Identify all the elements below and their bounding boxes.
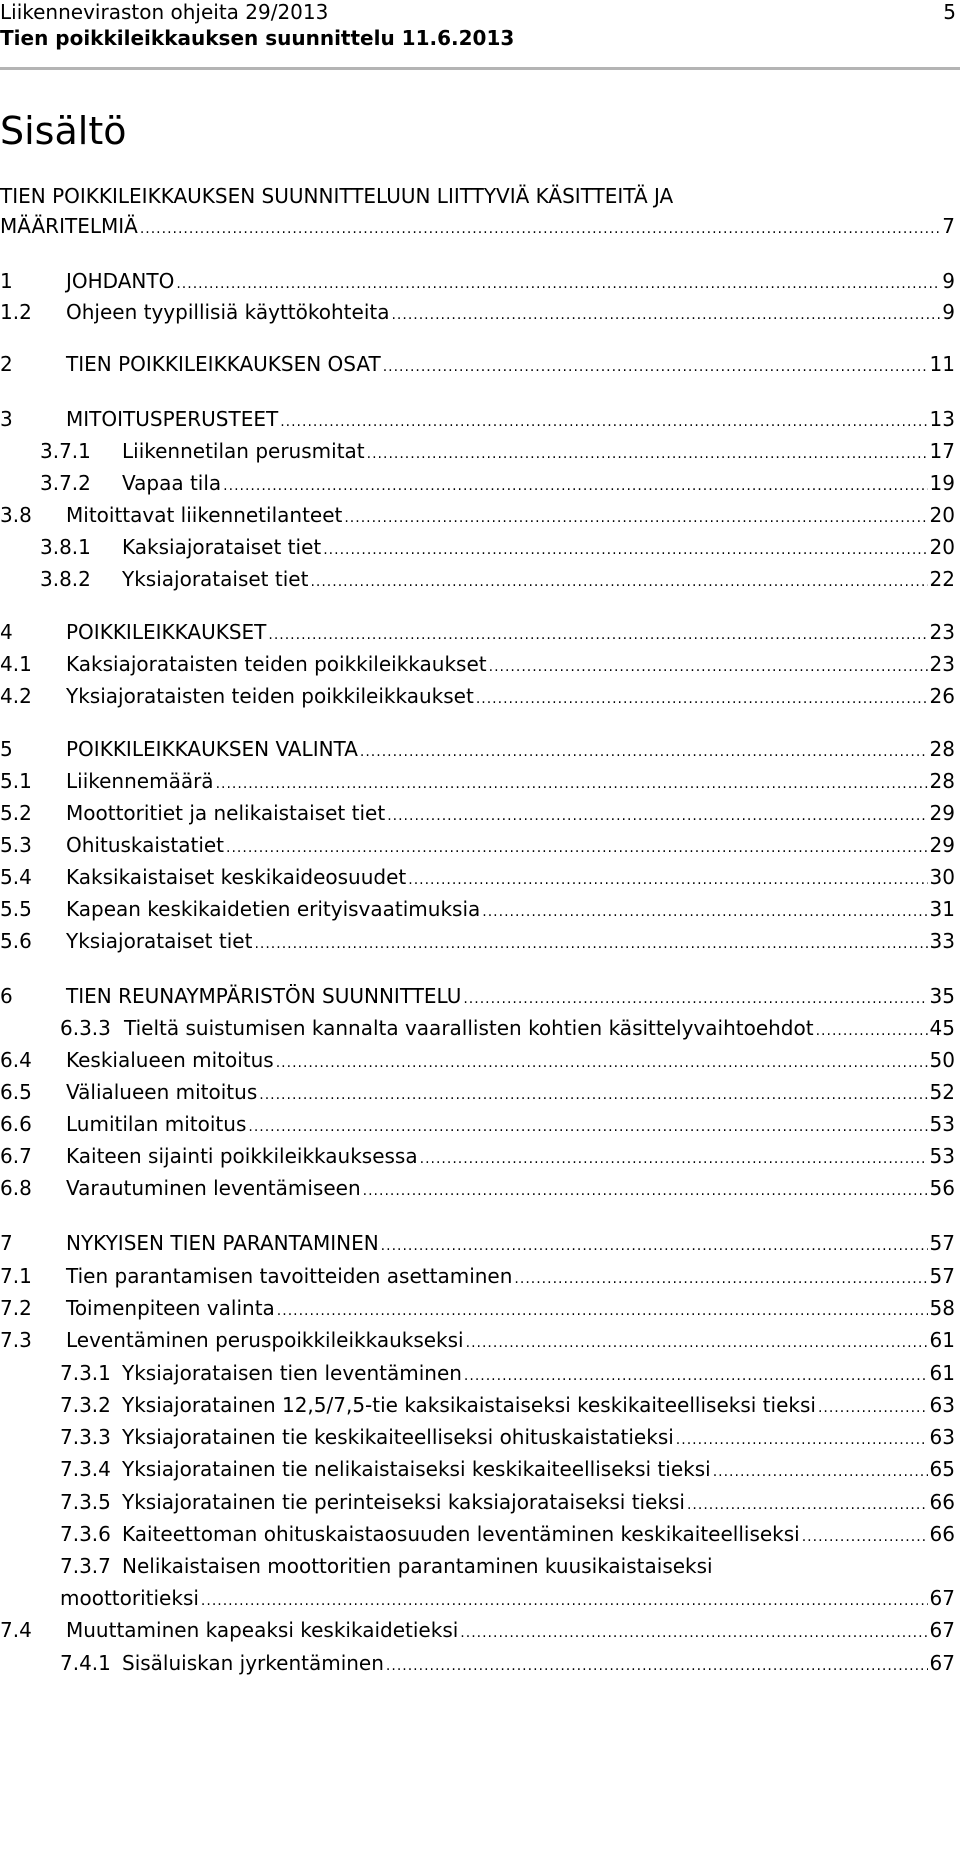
toc-entry-label: NYKYISEN TIEN PARANTAMINEN [66,1231,379,1255]
toc-entry[interactable] [0,1390,955,1420]
toc-entry-page: 35 [929,984,955,1008]
toc-entry-page: 57 [929,1264,955,1288]
toc-leader-dots [277,1296,928,1326]
toc-entry-label: Nelikaistaisen moottoritien parantaminen kuusikaistaiseksi [122,1554,713,1578]
toc-entry-page: 65 [929,1457,955,1481]
toc-entry[interactable] [0,349,955,379]
toc-entry-page: 13 [929,407,955,431]
toc-entry[interactable] [0,500,955,530]
toc-entry-page: 29 [929,801,955,825]
toc-entry-page: 20 [929,503,955,527]
toc-entry[interactable] [0,649,955,679]
toc-entry[interactable] [0,1358,955,1388]
toc-leader-dots [381,1231,928,1261]
toc-entry-number: 6.6 [0,1112,32,1136]
toc-leader-dots [464,1361,928,1391]
toc-entry[interactable] [0,734,955,764]
toc-entry-label: JOHDANTO [66,269,175,293]
toc-entry-number: 5 [0,737,13,761]
toc-leader-dots [259,1080,927,1110]
toc-leader-dots [514,1264,927,1294]
toc-entry-page: 19 [929,471,955,495]
toc-entry-label: Liikennetilan perusmitat [122,439,365,463]
toc-entry-label: Yksiajorataiset tiet [66,929,253,953]
toc-entry[interactable] [0,1077,955,1107]
toc-entry[interactable] [0,926,955,956]
toc-entry-page: 58 [929,1296,955,1320]
toc-leader-dots [391,300,940,330]
toc-entry-number: 7.3.2 [60,1393,111,1417]
toc-leader-dots [254,929,927,959]
toc-leader-dots [387,801,927,831]
toc-entry-page: 7 [942,214,955,238]
toc-leader-dots [344,503,927,533]
toc-leader-dots [140,214,940,244]
toc-entry[interactable] [0,1109,955,1139]
toc-entry-number: 2 [0,352,13,376]
toc-entry-page: 67 [929,1651,955,1675]
toc-entry-label: Kaiteen sijainti poikkileikkauksessa [66,1144,418,1168]
toc-entry-label: Kaksikaistaiset keskikaideosuudet [66,865,407,889]
toc-entry[interactable] [0,862,955,892]
toc-entry-number: 4 [0,620,13,644]
toc-entry-label: TIEN POIKKILEIKKAUKSEN OSAT [66,352,381,376]
toc-leader-dots [386,1651,928,1681]
toc-entry-label: Yksiajoratainen tie keskikaiteelliseksi ohituskaistatieksi [122,1425,674,1449]
toc-entry-page: 61 [929,1361,955,1385]
toc-leader-dots [276,1048,928,1078]
toc-entry-page: 11 [929,352,955,376]
toc-leader-dots [201,1586,928,1616]
toc-entry-label: Muuttaminen kapeaksi keskikaidetieksi [66,1618,459,1642]
toc-entry-number: 3.8.1 [40,535,91,559]
toc-entry-page: 50 [929,1048,955,1072]
toc-entry-label: Ohjeen tyypillisiä käyttökohteita [66,300,390,324]
toc-entry-number: 3.8 [0,503,32,527]
toc-entry-label: Yksiajorataisten teiden poikkileikkaukset [66,684,474,708]
toc-entry-intro-line2[interactable] [0,211,955,241]
toc-entry-page: 23 [929,652,955,676]
toc-leader-dots [818,1393,928,1423]
toc-entry[interactable] [0,564,955,594]
toc-entry[interactable] [0,1045,955,1075]
toc-leader-dots [323,535,927,565]
toc-leader-dots [420,1144,928,1174]
toc-leader-dots [466,1328,928,1358]
toc-entry-label: TIEN REUNAYMPÄRISTÖN SUUNNITTELU [66,984,462,1008]
toc-entry-label: Mitoittavat liikennetilanteet [66,503,343,527]
toc-entry-number: 4.2 [0,684,32,708]
toc-entry[interactable] [0,436,955,466]
toc-entry-page: 26 [929,684,955,708]
toc-entry-label: Moottoritiet ja nelikaistaiset tiet [66,801,386,825]
toc-entry-page: 23 [929,620,955,644]
toc-entry-label: Keskialueen mitoitus [66,1048,274,1072]
toc-entry-label: Kapean keskikaidetien erityisvaatimuksia [66,897,481,921]
toc-entry-page: 28 [929,737,955,761]
toc-entry[interactable] [0,468,955,498]
toc-leader-dots [383,352,928,382]
toc-entry-label: MITOITUSPERUSTEET [66,407,279,431]
toc-entry-label: Kaksiajorataisten teiden poikkileikkaukset [66,652,487,676]
toc-entry-page: 56 [929,1176,955,1200]
toc-entry[interactable] [0,798,955,828]
toc-leader-dots [280,407,927,437]
toc-entry-page: 28 [929,769,955,793]
toc-entry[interactable] [0,1293,955,1323]
toc-entry-number: 7.3.3 [60,1425,111,1449]
toc-entry-page: 45 [929,1016,955,1040]
toc-entry[interactable] [0,766,955,796]
toc-leader-dots [460,1618,927,1648]
publication-series: Liikenneviraston ohjeita 29/2013 [0,0,329,24]
toc-leader-dots [226,833,928,863]
toc-entry-number: 5.4 [0,865,32,889]
toc-entry-page: 29 [929,833,955,857]
toc-leader-dots [223,471,927,501]
toc-entry-page: 22 [929,567,955,591]
toc-entry-page: 33 [929,929,955,953]
toc-entry-page: 57 [929,1231,955,1255]
toc-heading: Sisältö [0,109,127,153]
toc-entry-label: POIKKILEIKKAUKSET [66,620,267,644]
toc-entry-page: 20 [929,535,955,559]
header-divider [0,67,960,70]
toc-leader-dots [216,769,928,799]
toc-entry-number: 1 [0,269,13,293]
toc-entry-page: 52 [929,1080,955,1104]
toc-leader-dots [367,439,928,469]
toc-leader-dots [408,865,927,895]
toc-leader-dots [802,1522,928,1552]
toc-entry[interactable] [0,404,955,434]
toc-entry-number: 3.8.2 [40,567,91,591]
toc-entry-number: 6.5 [0,1080,32,1104]
toc-entry[interactable] [0,1454,955,1484]
toc-entry-number: 6.3.3 [60,1016,111,1040]
toc-leader-dots [816,1016,928,1046]
toc-entry-page: 31 [929,897,955,921]
toc-entry-page: 63 [929,1393,955,1417]
toc-entry-page: 30 [929,865,955,889]
toc-entry-number: 4.1 [0,652,32,676]
toc-entry-page: 63 [929,1425,955,1449]
toc-entry-label: Kaiteettoman ohituskaistaosuuden leventäminen keskikaiteelliseksi [122,1522,800,1546]
toc-entry-number: 7.4 [0,1618,32,1642]
toc-entry[interactable] [0,1519,955,1549]
toc-entry-label: Leventäminen peruspoikkileikkaukseksi [66,1328,464,1352]
toc-entry-number: 5.3 [0,833,32,857]
toc-leader-dots [476,684,928,714]
toc-entry-number: 7.2 [0,1296,32,1320]
toc-entry[interactable] [0,1173,955,1203]
toc-entry[interactable] [0,1551,955,1581]
toc-entry-page: 9 [942,300,955,324]
toc-entry[interactable] [0,1325,955,1355]
page-header [0,0,960,68]
toc-entry-label: TIEN POIKKILEIKKAUKSEN SUUNNITTELUUN LIITTYVIÄ KÄSITTEITÄ JA [0,184,674,208]
toc-entry[interactable] [0,894,955,924]
toc-entry[interactable] [0,297,955,327]
toc-entry-page: 67 [929,1586,955,1610]
toc-entry-number: 7.3.5 [60,1490,111,1514]
toc-entry-number: 3 [0,407,13,431]
toc-leader-dots [360,737,928,767]
toc-entry-page: 61 [929,1328,955,1352]
toc-leader-dots [363,1176,928,1206]
toc-entry-number: 5.6 [0,929,32,953]
toc-entry-label: Sisäluiskan jyrkentäminen [122,1651,384,1675]
toc-entry-number: 7.4.1 [60,1651,111,1675]
toc-leader-dots [489,652,928,682]
toc-entry-label: Liikennemäärä [66,769,214,793]
toc-entry-number: 7 [0,1231,13,1255]
toc-leader-dots [463,984,927,1014]
toc-entry-label: Yksiajoratainen 12,5/7,5-tie kaksikaistaiseksi keskikaiteelliseksi tieksi [122,1393,816,1417]
toc-entry-number: 3.7.2 [40,471,91,495]
toc-entry-label: moottoritieksi [60,1586,199,1610]
toc-entry[interactable] [0,1422,955,1452]
toc-entry-number: 6 [0,984,13,1008]
toc-entry[interactable] [0,1487,955,1517]
toc-entry-number: 7.1 [0,1264,32,1288]
toc-entry-label: Kaksiajorataiset tiet [122,535,322,559]
toc-leader-dots [310,567,927,597]
toc-entry-label: Toimenpiteen valinta [66,1296,275,1320]
toc-entry-number: 7.3.6 [60,1522,111,1546]
toc-entry[interactable] [0,1648,955,1678]
toc-entry-page: 9 [942,269,955,293]
toc-entry-number: 1.2 [0,300,32,324]
toc-leader-dots [676,1425,928,1455]
toc-entry-label: Yksiajoratainen tie nelikaistaiseksi keskikaiteelliseksi tieksi [122,1457,711,1481]
toc-entry-number: 6.8 [0,1176,32,1200]
toc-entry-number: 7.3 [0,1328,32,1352]
toc-leader-dots [176,269,940,299]
toc-entry[interactable] [0,1228,955,1258]
toc-entry[interactable] [0,1141,955,1171]
toc-entry-label: Vapaa tila [122,471,222,495]
toc-entry[interactable] [0,532,955,562]
toc-entry[interactable] [0,681,955,711]
toc-entry-page: 67 [929,1618,955,1642]
toc-entry[interactable] [0,1261,955,1291]
document-title: Tien poikkileikkauksen suunnittelu 11.6.2013 [0,26,515,50]
toc-entry-number: 3.7.1 [40,439,91,463]
toc-entry[interactable] [0,1583,955,1613]
toc-entry-number: 7.3.1 [60,1361,111,1385]
toc-entry-page: 53 [929,1144,955,1168]
toc-entry[interactable] [0,830,955,860]
toc-entry-label: Ohituskaistatiet [66,833,225,857]
toc-entry-page: 66 [929,1490,955,1514]
page-number: 5 [943,0,956,24]
toc-entry-page: 53 [929,1112,955,1136]
toc-leader-dots [482,897,927,927]
toc-entry-label: Yksiajorataisen tien leventäminen [122,1361,462,1385]
toc-entry[interactable] [0,266,955,296]
toc-entry-number: 5.5 [0,897,32,921]
toc-entry[interactable] [0,1013,955,1043]
toc-entry-intro-line1[interactable] [0,181,955,211]
toc-entry-page: 17 [929,439,955,463]
toc-entry-number: 7.3.7 [60,1554,111,1578]
toc-entry-label: Yksiajorataiset tiet [122,567,309,591]
toc-entry-number: 6.7 [0,1144,32,1168]
toc-entry-number: 5.1 [0,769,32,793]
toc-entry-number: 7.3.4 [60,1457,111,1481]
toc-entry-label: Varautuminen leventämiseen [66,1176,361,1200]
toc-entry-label: Yksiajoratainen tie perinteiseksi kaksiajorataiseksi tieksi [122,1490,685,1514]
toc-entry-label: Välialueen mitoitus [66,1080,258,1104]
toc-leader-dots [268,620,927,650]
toc-entry-label: POIKKILEIKKAUKSEN VALINTA [66,737,358,761]
toc-entry[interactable] [0,617,955,647]
toc-leader-dots [713,1457,928,1487]
toc-leader-dots [248,1112,927,1142]
toc-entry[interactable] [0,1615,955,1645]
toc-entry-label: Lumitilan mitoitus [66,1112,247,1136]
toc-entry-number: 6.4 [0,1048,32,1072]
toc-entry-number: 5.2 [0,801,32,825]
toc-entry-label: Tien parantamisen tavoitteiden asettaminen [66,1264,513,1288]
toc-entry-label: MÄÄRITELMIÄ [0,214,138,238]
toc-leader-dots [687,1490,928,1520]
toc-entry[interactable] [0,981,955,1011]
toc-entry-page: 66 [929,1522,955,1546]
toc-entry-label: Tieltä suistumisen kannalta vaarallisten kohtien käsittelyvaihtoehdot [124,1016,814,1040]
